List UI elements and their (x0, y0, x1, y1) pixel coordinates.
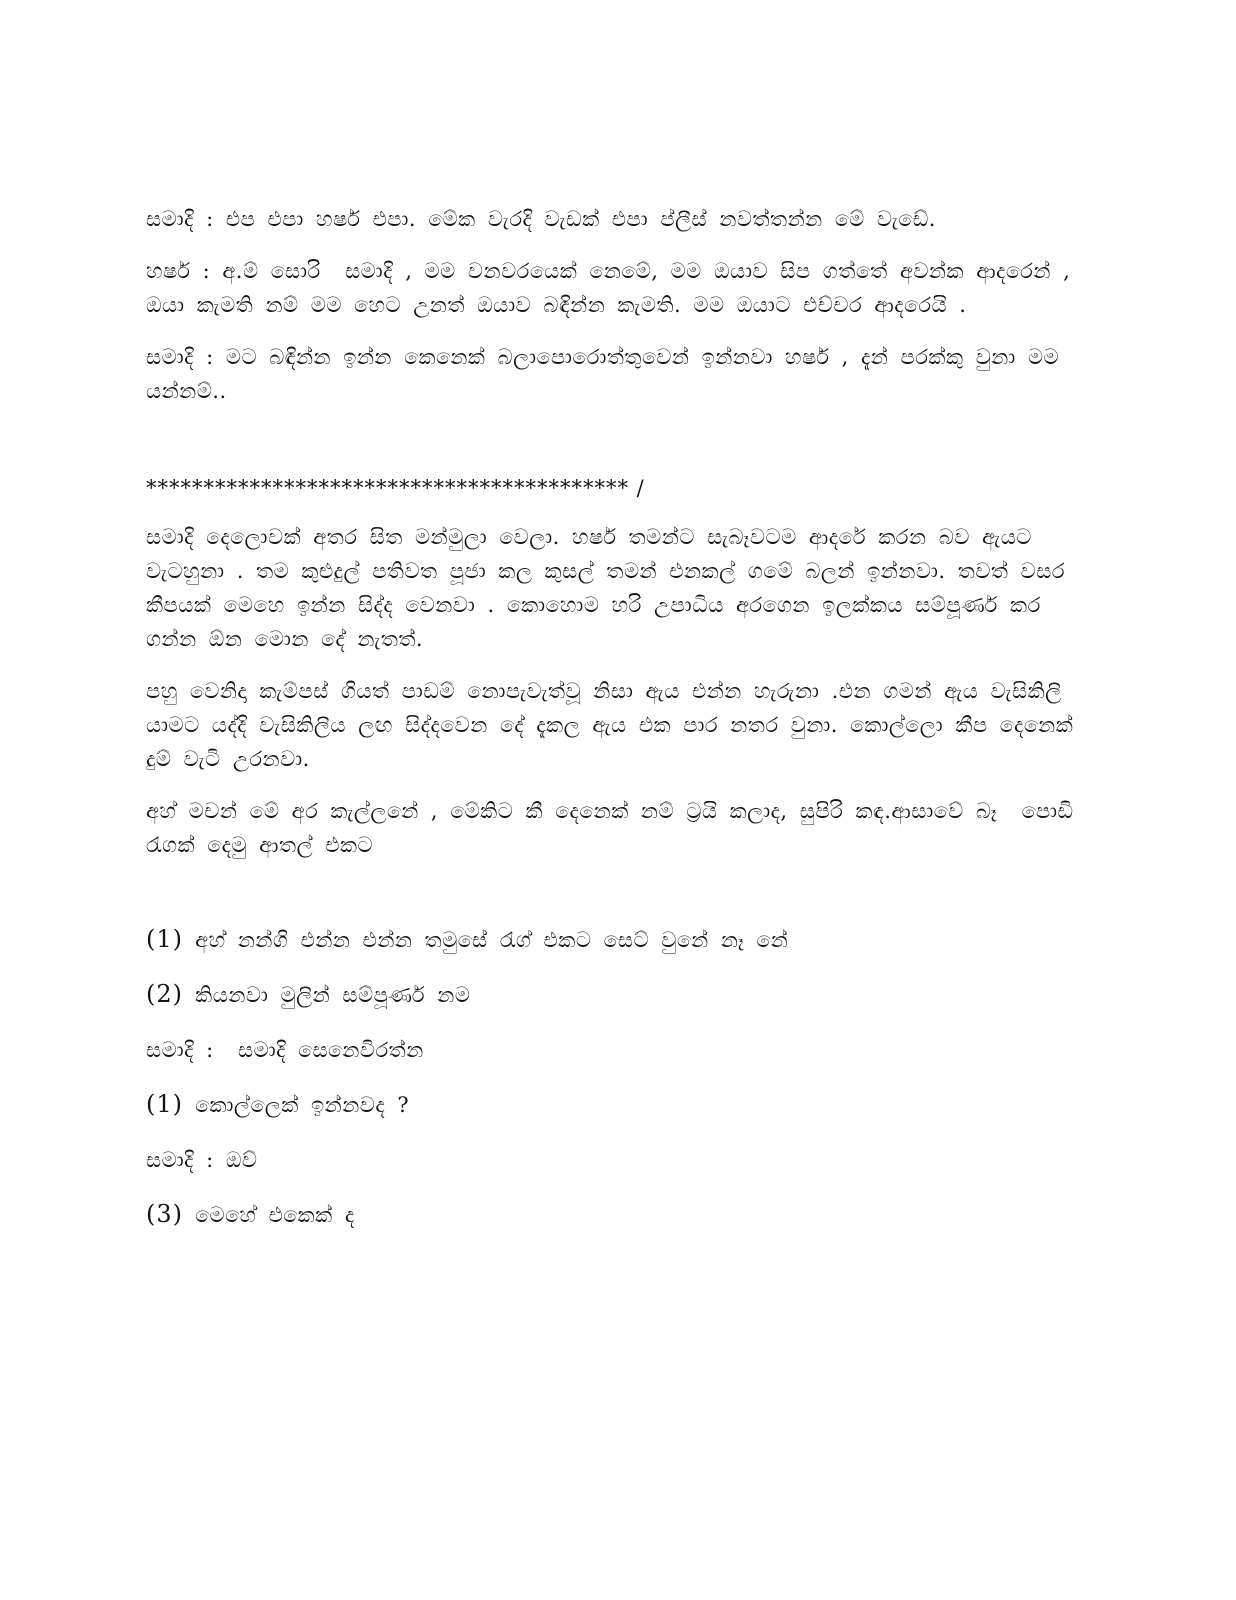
speaker-number: (1) (146, 925, 183, 953)
paragraph-narrative-2: පහු වෙනිදා කැම්පස් ගියත් පාඩම් නොපැවැත්වූ නිසා ඇය එන්න හැරුනා .එන ගමන් ඇය වැසිකිලි යාමට යද්දි වැසිකිලිය ලඟ සිද්දවෙන දේ දැකල ඇය එක පාර නතර වුනා. කොල්ලො කීප දෙනෙක් දුම් වැටි උරනවා. (146, 679, 1086, 771)
dialogue-line (146, 922, 1086, 957)
speaker-number: (1) (146, 1090, 183, 1118)
document-body (146, 202, 1086, 1252)
dialogue-line (146, 1197, 1086, 1232)
dialogue-line (146, 1142, 1086, 1177)
paragraph-narrative-3: අහ් මචන් මේ අර කැල්ලනේ , මේකිට කී දෙනෙක් නම් ට්‍රයි කලාද, සුපිරි කඳ.ආසාවේ බෑ පොඩි රැගක් දෙමු ආතල් එකට (146, 799, 1086, 857)
paragraph-narrative-1: සමාදි දෙලොවක් අතර සිත මන්මුලා වෙලා. හර්ෂ තමන්ට සැබෑවටම ආදරේ කරන බව ඇයට වැටහුනා . තම කුළුදුල් පතිවත පූජා කල කුසල් තමන් එනකල් ගමේ බලන් ඉන්නවා. තවත් වසර කීපයක් මෙහෙ ඉන්න සිද්ද වෙනවා . කොහොම හරි උපාධිය අරගෙන ඉලක්කය සම්පූර්ණ කර ගන්න ඕන මොන දේ නැතත්. (146, 525, 1078, 651)
dialogue-line (146, 977, 1086, 1012)
paragraph-samadi-line-2: සමාදි : මට බඳින්න ඉන්න කෙනෙක් බලාපොරොත්තුවෙන් ඉන්නවා හර්ෂ , දැන් පරක්කු වුනා මම යන්නම්.. (146, 345, 1072, 403)
spacer (146, 880, 1086, 922)
dialogue-line (146, 1032, 1086, 1067)
speaker-number: (3) (146, 1200, 183, 1228)
dialogue-text: අහ් නන්ගි එන්න එන්න තමුසේ රැග් එකට සෙට් වුනේ නෑ නේ (183, 928, 789, 952)
paragraph-harsha-line: හර්ෂ : අ.ම් සොරි සමාදි , මම වනවරයෙක් නෙමේ, මම ඔයාව සිප ගත්තේ අවන්ක ආදරෙන් , ඔයා කැමති නම් මම හෙට උනත් ඔයාව බඳින්න කැමති. මම ඔයාට එච්චර ආදරෙයි . (146, 259, 1083, 317)
speaker-number: (2) (146, 980, 183, 1008)
dialogue-text: කියනවා මුලින් සම්පූර්ණ නම (183, 983, 471, 1007)
dialogue-text: සමාදි : ඔව් (146, 1148, 258, 1172)
dialogue-text: මෙහේ එකෙක් ද (183, 1203, 355, 1227)
paragraph-samadi-line-1: සමාදි : එප එපා හර්ෂ එපා. මේක වැරදි වැඩක් එපා ප්ලීස් නවත්තන්න මේ වැඩේ. (146, 207, 936, 231)
dialogue-line (146, 1087, 1086, 1122)
dialogue-text: සමාදි : සමාදි සෙනෙවිරත්න (146, 1038, 424, 1062)
section-divider: ****************************************** / (146, 476, 645, 500)
dialogue-text: කොල්ලෙක් ඉන්නවද ? (183, 1093, 410, 1117)
